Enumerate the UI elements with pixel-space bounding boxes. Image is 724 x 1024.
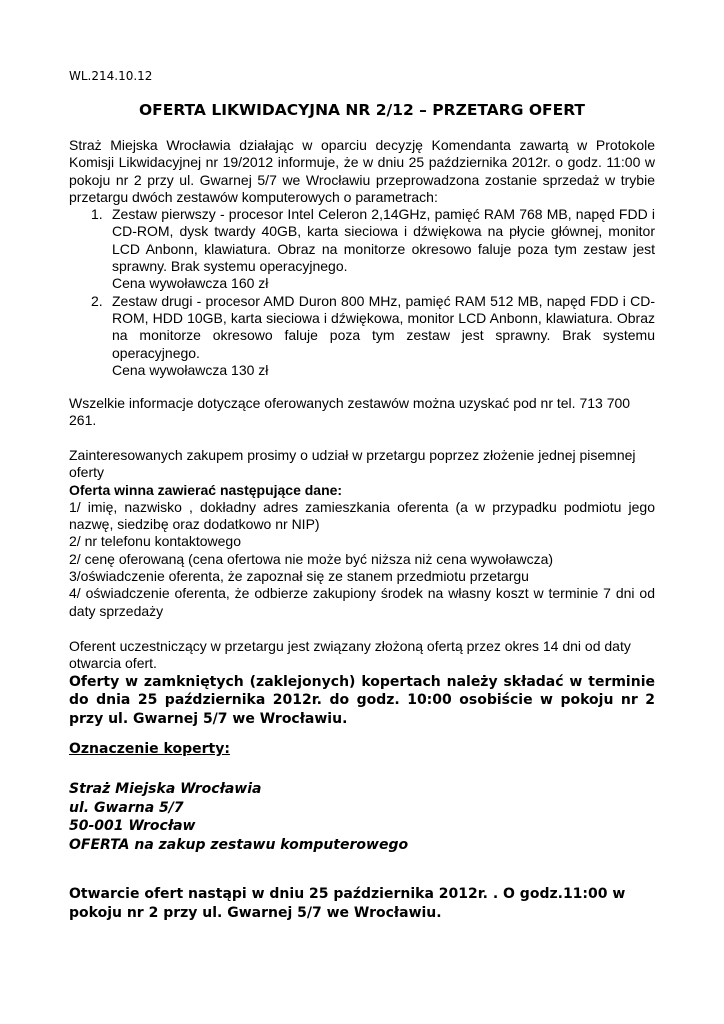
requirements-section: [69, 447, 655, 620]
requirement-item: 1/ imię, nazwisko , dokładny adres zamieszkania oferenta (a w przypadku podmiotu jego nazwę, siedzibę oraz dodatkowo nr NIP): [69, 498, 655, 533]
envelope-line: ul. Gwarna 5/7: [69, 799, 184, 816]
binding-section: [69, 638, 655, 728]
list-item: [69, 293, 655, 379]
envelope-line: Straż Miejska Wrocławia: [69, 781, 262, 797]
requirement-item: 2/ nr telefonu kontaktowego: [69, 533, 242, 550]
envelope-line: 50-001 Wrocław: [69, 818, 196, 834]
info-section: [69, 395, 655, 430]
offer-list: [69, 206, 655, 379]
opening-paragraph: Otwarcie ofert nastąpi w dniu 25 października 2012r. . O godz.11:00 w pokoju nr 2 przy ul. Gwarnej 5/7 we Wrocławiu.: [69, 886, 626, 921]
intro-paragraph: Straż Miejska Wrocławia działając w oparciu decyzję Komendanta zawartą w Protokole Komisji Likwidacyjnej nr 19/2012 informuje, że w dniu 25 października 2012r. o godz. 11:00 w pokoju nr 2 przy ul. Gwarnej 5/7 we Wrocławiu przeprowadzona zostanie sprzedaż w trybie przetargu dwóch zestawów komputerowych o parametrach:: [69, 137, 655, 205]
opening-section: [69, 885, 655, 922]
binding-paragraph: Oferent uczestniczący w przetargu jest związany złożoną ofertą przez okres 14 dni od daty otwarcia ofert.: [69, 638, 631, 672]
requirement-item: 4/ oświadczenie oferenta, że odbierze zakupiony środek na własny koszt w terminie 7 dni od daty sprzedaży: [69, 585, 655, 619]
requirement-item: 2/ cenę oferowaną (cena ofertowa nie może być niższa niż cena wywoławcza): [69, 550, 554, 567]
envelope-line: OFERTA na zakup zestawu komputerowego: [69, 836, 409, 853]
list-item-number: 2.: [91, 292, 103, 309]
envelope-heading-text: Oznaczenie koperty:: [69, 741, 230, 757]
invite-paragraph: Zainteresowanych zakupem prosimy o udział w przetargu poprzez złożenie jednej pisemnej oferty: [69, 447, 636, 481]
intro-section: [69, 137, 655, 379]
list-item-description: Zestaw drugi - procesor AMD Duron 800 MHz, pamięć RAM 512 MB, napęd FDD i CD-ROM, HDD 10GB, karta sieciowa i dźwiękowa, monitor LCD Anbonn, klawiatura. Obraz na monitorze okresowo faluje poza tym zestaw jest sprawny. Brak systemu operacyjnego.: [112, 292, 655, 361]
list-item-price: Cena wywoławcza 160 zł: [112, 275, 269, 292]
reference-number: WL.214.10.12: [69, 69, 153, 83]
list-item-price: Cena wywoławcza 130 zł: [112, 361, 269, 378]
info-paragraph: Wszelkie informacje dotyczące oferowanych zestawów można uzyskać pod nr tel. 713 700 261.: [69, 395, 631, 429]
envelope-heading: [69, 740, 655, 759]
list-item-number: 1.: [91, 206, 103, 223]
deadline-paragraph: Oferty w zamkniętych (zaklejonych) kopertach należy składać w terminie do dnia 25 października 2012r. do godz. 10:00 osobiście w pokoju nr 2 przy ul. Gwarnej 5/7 we Wrocławiu.: [69, 673, 655, 727]
requirements-heading: Oferta winna zawierać następujące dane:: [69, 481, 343, 498]
list-item: [69, 206, 655, 292]
document-title: OFERTA LIKWIDACYJNA NR 2/12 – PRZETARG OFERT: [138, 101, 586, 119]
envelope-address: [69, 780, 655, 854]
requirement-item: 3/oświadczenie oferenta, że zapoznał się ze stanem przedmiotu przetargu: [69, 568, 529, 585]
list-item-description: Zestaw pierwszy - procesor Intel Celeron 2,14GHz, pamięć RAM 768 MB, napęd FDD i CD-ROM, dysk twardy 40GB, karta sieciowa i dźwiękowa na płycie głównej, monitor LCD Anbonn, klawiatura. Obraz na monitorze okresowo faluje poza tym zestaw jest sprawny. Brak systemu operacyjnego.: [112, 206, 655, 275]
